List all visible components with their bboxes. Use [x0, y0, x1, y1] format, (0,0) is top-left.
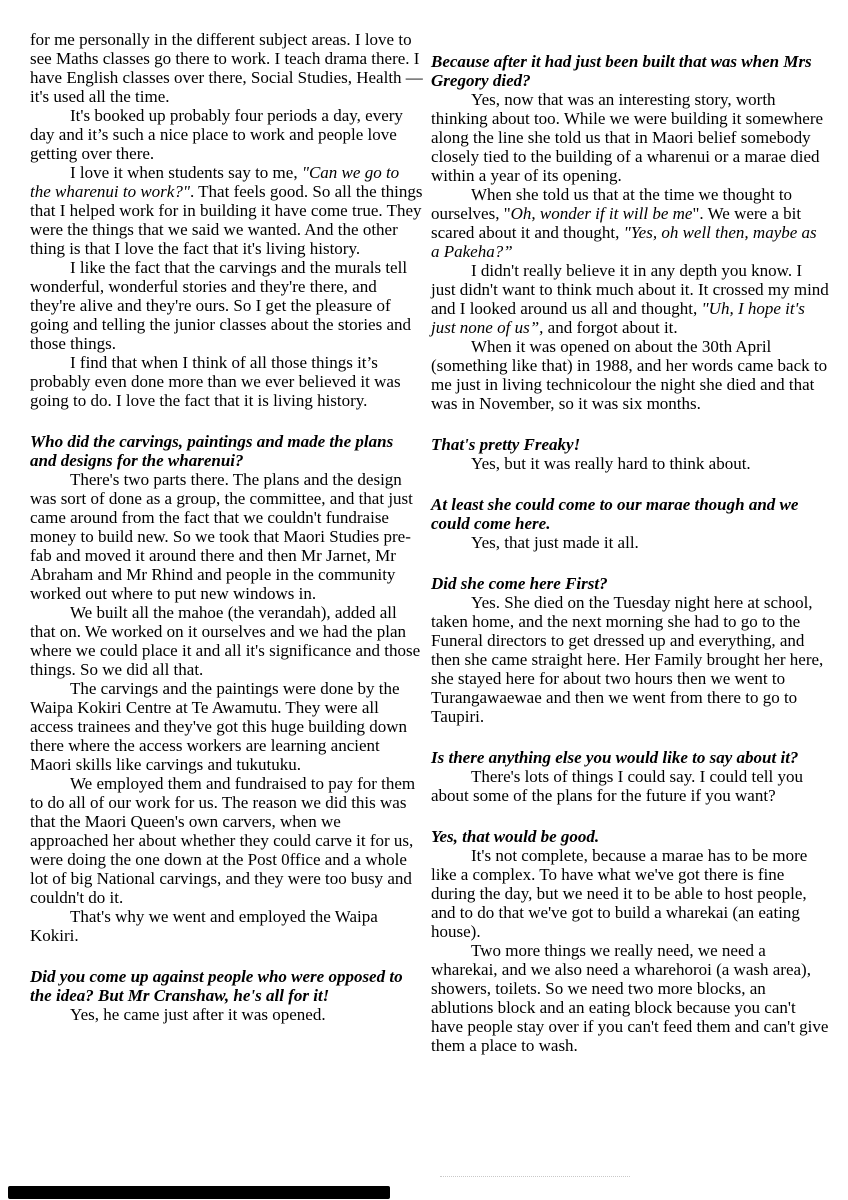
text-segment: Yes, that just made it all.: [471, 533, 639, 552]
interview-answer: [431, 767, 829, 805]
text-segment: Yes, he came just after it was opened.: [70, 1005, 326, 1024]
text-segment: . That feels good. So all the things that I helped work for in building it have come true. They were the things that we said we wanted. And the other thing is that I love the fact that it's living history.: [30, 182, 423, 258]
text-segment: The carvings and the paintings were done by the Waipa Kokiri Centre at Te Awamutu. They were all access trainees and they've got this huge building down there where the access workers are learning ancient Maori skills like carvings and tukutuku.: [30, 679, 407, 774]
text-segment: Did she come here First?: [431, 574, 608, 593]
right-column: [431, 30, 829, 1055]
interview-answer: [431, 533, 829, 552]
interview-answer: [431, 941, 829, 1055]
interview-answer: [30, 106, 423, 163]
text-segment: Yes, but it was really hard to think about.: [471, 454, 751, 473]
left-column: [30, 30, 423, 1024]
interview-question: [431, 748, 829, 767]
text-segment: When she told us that at the time we thought to ourselves, ": [431, 185, 793, 223]
interview-answer: [431, 185, 829, 261]
interview-question: [431, 574, 829, 593]
text-segment: Yes, that would be good.: [431, 827, 600, 846]
text-segment: I didn't really believe it in any depth you know. I just didn't want to think much about it. It crossed my mind and I looked around us all and thought,: [431, 261, 829, 318]
interview-answer: [30, 353, 423, 410]
text-segment: Is there anything else you would like to say about it?: [431, 748, 799, 767]
text-segment: Because after it had just been built that was when Mrs Gregory died?: [431, 52, 812, 90]
interview-answer: [30, 163, 423, 258]
interview-question: [431, 495, 829, 533]
interview-answer: [431, 90, 829, 185]
text-segment: Yes, now that was an interesting story, worth thinking about too. While we were building it somewhere along the line she told us that in Maori belief somebody closely tied to the building of a wharenui or a marae died within a year of its opening.: [431, 90, 824, 185]
text-segment: There's lots of things I could say. I could tell you about some of the plans for the future if you want?: [431, 767, 803, 805]
text-segment: I find that when I think of all those things it’s probably even done more than we ever believed it was going to do. I love the fact that it is living history.: [30, 353, 401, 410]
text-segment: We employed them and fundraised to pay for them to do all of our work for us. The reason we did this was that the Maori Queen's own carvers, when we approached her about whether they could carve it for us, were doing the one down at the Post 0ffice and a whole lot of big National carvings, and they were too busy and couldn't do it.: [30, 774, 416, 907]
text-segment: That's why we went and employed the Waipa Kokiri.: [30, 907, 378, 945]
quoted-speech: Oh, wonder if it will be me: [510, 204, 693, 223]
interview-question: [30, 967, 423, 1005]
text-segment: for me personally in the different subject areas. I love to see Maths classes go there to work. I teach drama there. I have English classes over there, Social Studies, Health — it's used all the time.: [30, 30, 423, 106]
interview-question: [30, 432, 423, 470]
interview-answer: [30, 603, 423, 679]
interview-question: [431, 52, 829, 90]
interview-answer: [30, 679, 423, 774]
text-segment: and forgot about it.: [543, 318, 678, 337]
interview-answer: [30, 470, 423, 603]
text-segment: Two more things we really need, we need a wharekai, and we also need a wharehoroi (a wash area), showers, toilets. So we need two more blocks, an ablutions block and an eating block because you can't have people stay over if you can't feed them and can't give them a place to wash.: [431, 941, 829, 1055]
interview-question: [431, 827, 829, 846]
text-segment: Yes. She died on the Tuesday night here at school, taken home, and the next morning she had to go to the Funeral directors to get dressed up and everything, and then she came straight here. Her Family brought her here, she stayed here for about two hours then we went to Turangawaewae and then we went from there to go to Taupiri.: [431, 593, 824, 726]
interview-answer: [30, 1005, 423, 1024]
interview-answer: [431, 454, 829, 473]
text-segment: ". We were a bit scared about it and thought,: [431, 204, 802, 242]
interview-answer: [30, 774, 423, 907]
text-segment: We built all the mahoe (the verandah), added all that on. We worked on it ourselves and we had the plan where we could place it and all it's significance and those things. So we did all that.: [30, 603, 421, 679]
interview-answer: [30, 258, 423, 353]
text-segment: I like the fact that the carvings and the murals tell wonderful, wonderful stories and they're there, and they're alive and they're ours. So I get the pleasure of going and telling the junior classes about the stories and those things.: [30, 258, 412, 353]
text-segment: Did you come up against people who were opposed to the idea? But Mr Cranshaw, he's all for it!: [30, 967, 403, 1005]
interview-answer: [431, 593, 829, 726]
scan-noise-dots: [440, 1176, 630, 1177]
interview-answer: [30, 30, 423, 106]
interview-question: [431, 435, 829, 454]
text-segment: Who did the carvings, paintings and made the plans and designs for the wharenui?: [30, 432, 394, 470]
quoted-speech: "Can we go to the wharenui to work?": [30, 163, 400, 201]
text-segment: There's two parts there. The plans and the design was sort of done as a group, the committee, and that just came around from the fact that we couldn't fundraise money to build new. So we took that Maori Studies pre-fab and moved it around there and then Mr Jarnet, Mr Abraham and Mr Rhind and people in the community worked out where to put new windows in.: [30, 470, 413, 603]
interview-answer: [431, 846, 829, 941]
quoted-speech: "Uh, I hope it's just none of us”,: [431, 299, 805, 337]
interview-answer: [30, 907, 423, 945]
text-segment: It's booked up probably four periods a day, every day and it’s such a nice place to work and people love getting over there.: [30, 106, 403, 163]
text-segment: It's not complete, because a marae has to be more like a complex. To have what we've got there is fine during the day, but we need it to be able to host people, and to do that we've got to build a wharekai (an eating house).: [431, 846, 808, 941]
text-segment: That's pretty Freaky!: [431, 435, 581, 454]
text-segment: At least she could come to our marae though and we could come here.: [431, 495, 799, 533]
scan-artifact-bar: [8, 1186, 390, 1199]
text-segment: I love it when students say to me,: [70, 163, 302, 182]
text-segment: When it was opened on about the 30th April (something like that) in 1988, and her words came back to me just in living technicolour the night she died and that was in November, so it was six months.: [431, 337, 828, 413]
interview-answer: [431, 337, 829, 413]
quoted-speech: "Yes, oh well then, maybe as a Pakeha?”: [431, 223, 817, 261]
interview-answer: [431, 261, 829, 337]
